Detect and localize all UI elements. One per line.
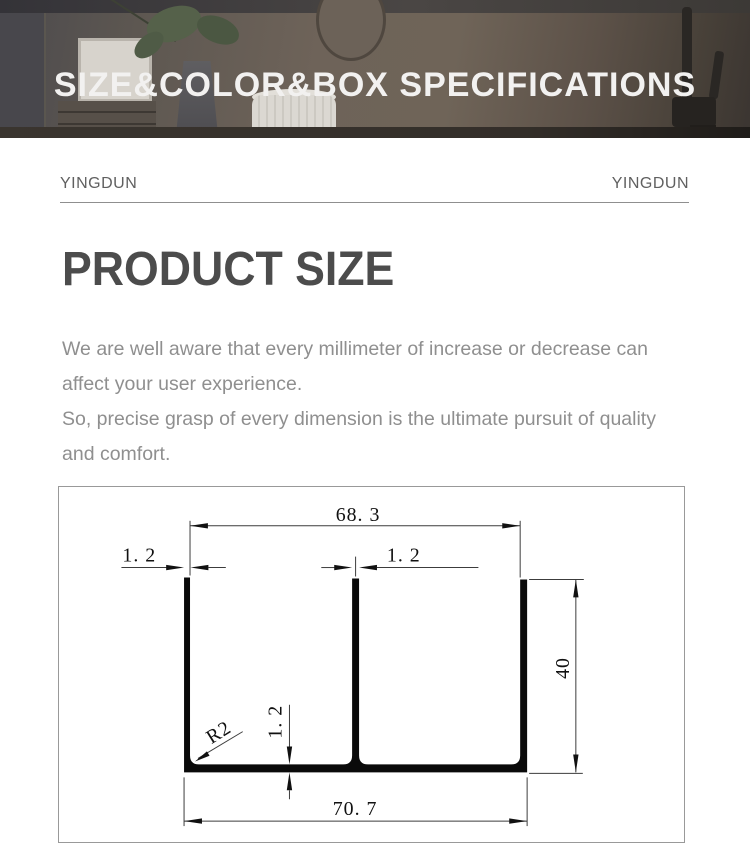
divider-line (60, 202, 689, 203)
dim-bottom-width-label: 70. 7 (332, 798, 378, 821)
intro-line: We are well aware that every millimeter of increase or decrease can (62, 338, 648, 360)
intro-line: So, precise grasp of every dimension is the ultimate pursuit of quality (62, 408, 656, 430)
brand-bar (60, 175, 689, 192)
dim-height (529, 579, 584, 773)
technical-drawing (59, 487, 684, 842)
dim-corner-radius-label: R2 (202, 716, 236, 749)
technical-drawing-frame (58, 486, 685, 843)
dim-bottom-thickness-label: 1. 2 (264, 704, 287, 739)
hero-photo-mirror (316, 0, 386, 61)
dim-top-width-label: 68. 3 (335, 503, 381, 526)
hero-banner (0, 0, 750, 138)
intro-line: affect your user experience. (62, 373, 303, 395)
dim-height-label: 40 (551, 657, 574, 679)
intro-paragraph (62, 332, 702, 472)
hero-photo-counter (0, 127, 750, 138)
dim-left-wall-label: 1. 2 (122, 544, 157, 567)
dim-corner-radius (195, 717, 243, 762)
hero-title: SIZE&COLOR&BOX SPECIFICATIONS (53, 66, 697, 104)
brand-label-left: YINGDUN (60, 175, 138, 192)
intro-line: and comfort. (62, 443, 171, 465)
dim-left-wall-thickness (121, 545, 225, 571)
section-title: PRODUCT SIZE (62, 243, 395, 296)
dim-middle-wall-thickness (321, 545, 478, 577)
hero-photo-background (0, 13, 750, 138)
dim-bottom-width (184, 777, 527, 826)
dim-middle-wall-label: 1. 2 (386, 544, 421, 567)
dim-bottom-thickness (265, 705, 293, 799)
brand-label-right: YINGDUN (611, 175, 689, 192)
profile-shape (184, 577, 527, 772)
